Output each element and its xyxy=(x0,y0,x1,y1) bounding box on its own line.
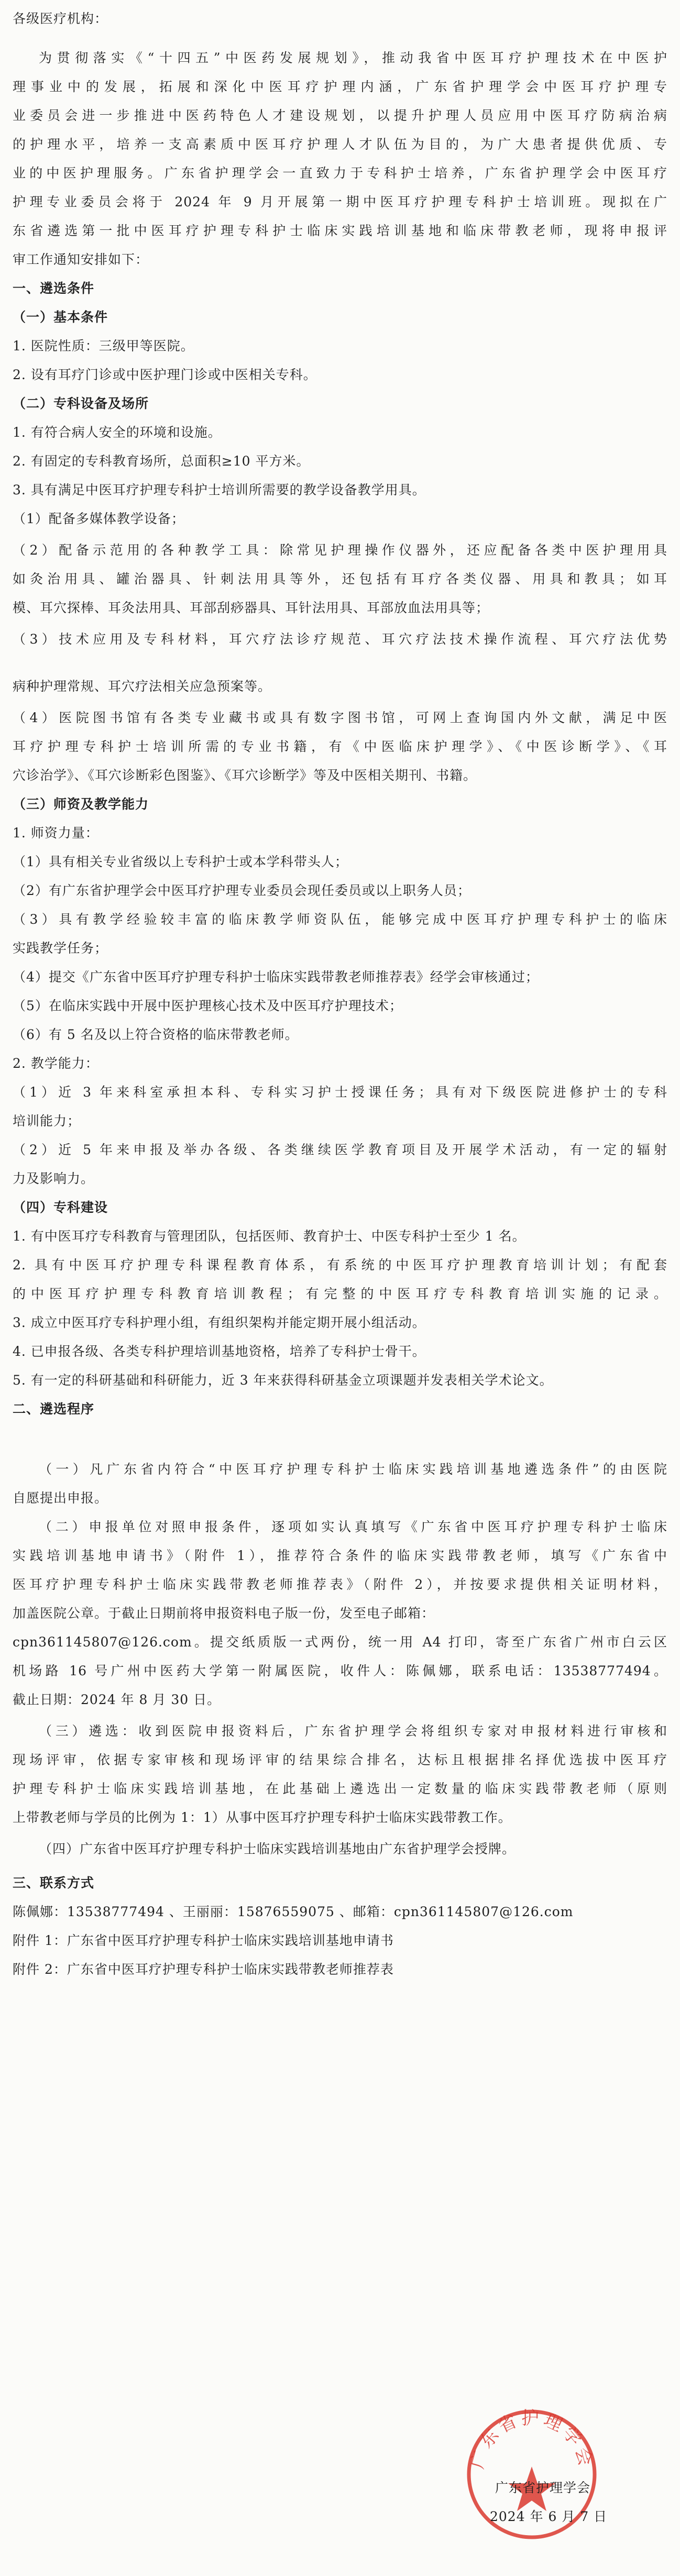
paragraph-line: （一）凡广东省内符合“中医耳疗护理专科护士临床实践培训基地遴选条件”的由医院 xyxy=(39,1462,667,1477)
paragraph-line: （三）遴选：收到医院申报资料后，广东省护理学会将组织专家对申报材料进行审核和 xyxy=(39,1723,667,1739)
list-item: 培训能力； xyxy=(13,1113,81,1129)
attachment-1: 附件 1：广东省中医耳疗护理专科护士临床实践培训基地申请书 xyxy=(13,1933,394,1948)
paragraph-line: 理事业中的发展，拓展和深化中医耳疗护理内涵，广东省护理学会中医耳疗护理专 xyxy=(13,79,667,94)
signature-org: 广东省护理学会 xyxy=(495,2480,591,2495)
attachment-2: 附件 2：广东省中医耳疗护理专科护士临床实践带教老师推荐表 xyxy=(13,1962,394,1977)
list-item: 实践教学任务； xyxy=(13,941,108,956)
list-item: 的中医耳疗护理专科教育培训教程；有完整的中医耳疗专科教育培训实施的记录。 xyxy=(13,1286,667,1301)
list-item: 如灸治用具、罐治器具、针刺法用具等外，还包括有耳疗各类仪器、用具和教具；如耳 xyxy=(13,571,667,587)
paragraph-line: 东省遴选第一批中医耳疗护理专科护士临床实践培训基地和临床带教老师，现将申报评 xyxy=(13,223,667,238)
signature-date: 2024 年 6 月 7 日 xyxy=(490,2509,608,2524)
seal-text: 广东省护理学会 xyxy=(467,2407,597,2471)
paragraph-line: 护理专业委员会将于 2024 年 9 月开展第一期中医耳疗护理专科护士培训班。现拟在广 xyxy=(13,194,667,209)
subsection-heading: （二）专科设备及场所 xyxy=(13,396,149,411)
list-item: 2. 教学能力： xyxy=(13,1056,99,1071)
paragraph-line: 业的中医护理服务。广东省护理学会一直致力于专科护士培养，广东省护理学会中医耳疗 xyxy=(13,165,667,181)
section-heading: 一、遴选条件 xyxy=(13,281,95,296)
list-item: （3）具有教学经验较丰富的临床教学师资队伍，能够完成中医耳疗护理专科护士的临床 xyxy=(13,912,667,927)
list-item: 穴诊治学》、《耳穴诊断彩色图鉴》、《耳穴诊断学》等及中医相关期刊、书籍。 xyxy=(13,768,477,783)
contact-line: 陈佩娜：13538777494 、王丽丽：15876559075 、邮箱：cpn361145807@126.com xyxy=(13,1904,574,1919)
list-item: 力及影响力。 xyxy=(13,1171,95,1186)
paragraph-line: 护理专科护士临床实践培训基地，在此基础上遴选出一定数量的临床实践带教老师（原则 xyxy=(13,1781,667,1796)
list-item: 1. 有中医耳疗专科教育与管理团队，包括医师、教育护士、中医专科护士至少 1 名。 xyxy=(13,1229,526,1244)
list-item: 2. 具有中医耳疗护理专科课程教育体系，有系统的中医耳疗护理教育培训计划；有配套 xyxy=(13,1257,667,1273)
list-item: 5. 有一定的科研基础和科研能力，近 3 年来获得科研基金立项课题并发表相关学术论文。 xyxy=(13,1373,553,1388)
paragraph-line: 为贯彻落实《“十四五”中医药发展规划》，推动我省中医耳疗护理技术在中医护 xyxy=(39,50,667,65)
list-item: 1. 有符合病人安全的环境和设施。 xyxy=(13,425,222,440)
paragraph-line: 自愿提出申报。 xyxy=(13,1490,108,1506)
paragraph-line: 医耳疗护理专科护士临床实践带教老师推荐表》（附件 2），并按要求提供相关证明材料， xyxy=(13,1577,667,1592)
list-item: 4. 已申报各级、各类专科护理培训基地资格，培养了专科护士骨干。 xyxy=(13,1344,426,1359)
list-item: 病种护理常规、耳穴疗法相关应急预案等。 xyxy=(13,679,272,694)
subsection-heading: （四）专科建设 xyxy=(13,1200,108,1215)
section-heading: 二、遴选程序 xyxy=(13,1401,95,1417)
list-item: （1）近 3 年来科室承担本科、专科实习护士授课任务；具有对下级医院进修护士的专科 xyxy=(13,1085,667,1100)
list-item: 1. 医院性质：三级甲等医院。 xyxy=(13,338,194,353)
list-item: （4）医院图书馆有各类专业藏书或具有数字图书馆，可网上查询国内外文献，满足中医 xyxy=(13,710,667,725)
list-item: 3. 具有满足中医耳疗护理专科护士培训所需要的教学设备教学用具。 xyxy=(13,482,426,497)
svg-text:广东省护理学会 xyxy=(467,2408,597,2471)
paragraph-line: 审工作通知安排如下： xyxy=(13,252,149,267)
paragraph-line: 现场评审，依据专家审核和现场评审的结果综合排名，达标且根据排名择优选拔中医耳疗 xyxy=(13,1752,667,1767)
list-item: 2. 有固定的专科教育场所，总面积≥10 平方米。 xyxy=(13,454,310,469)
paragraph-line: cpn361145807@126.com。提交纸质版一式两份，统一用 A4 打印，寄至广东省广州市白云区 xyxy=(13,1634,667,1650)
list-item: 耳疗护理专科护士培训所需的专业书籍，有《中医临床护理学》、《中医诊断学》、《耳 xyxy=(13,739,667,754)
list-item: （6）有 5 名及以上符合资格的临床带教老师。 xyxy=(13,1027,299,1042)
paragraph-line: 加盖医院公章。于截止日期前将申报资料电子版一份，发至电子邮箱： xyxy=(13,1606,435,1621)
paragraph-line: 实践培训基地申请书》（附件 1），推荐符合条件的临床实践带教老师，填写《广东省中 xyxy=(13,1548,667,1563)
list-item: （4）提交《广东省中医耳疗护理专科护士临床实践带教老师推荐表》经学会审核通过； xyxy=(13,969,539,985)
list-item: （1）具有相关专业省级以上专科护士或本学科带头人； xyxy=(13,854,348,869)
list-item: （2）有广东省护理学会中医耳疗护理专业委员会现任委员或以上职务人员； xyxy=(13,883,471,898)
list-item: 2. 设有耳疗门诊或中医护理门诊或中医相关专科。 xyxy=(13,367,317,382)
paragraph-line: 业委员会进一步推进中医药特色人才建设规划，以提升护理人员应用中医耳疗防病治病 xyxy=(13,108,667,123)
subsection-heading: （三）师资及教学能力 xyxy=(13,797,149,812)
list-item: 1. 师资力量： xyxy=(13,825,99,841)
list-item: （5）在临床实践中开展中医护理核心技术及中医耳疗护理技术； xyxy=(13,998,403,1013)
list-item: 3. 成立中医耳疗专科护理小组，有组织架构并能定期开展小组活动。 xyxy=(13,1315,426,1330)
paragraph-line: 上带教老师与学员的比例为 1：1）从事中医耳疗护理专科护士临床实践带教工作。 xyxy=(13,1810,512,1825)
deadline: 截止日期：2024 年 8 月 30 日。 xyxy=(13,1692,221,1707)
list-item: （1）配备多媒体教学设备； xyxy=(13,511,185,526)
paragraph-line: （二）申报单位对照申报条件，逐项如实认真填写《广东省中医耳疗护理专科护士临床 xyxy=(39,1519,667,1534)
paragraph-line: （四）广东省中医耳疗护理专科护士临床实践培训基地由广东省护理学会授牌。 xyxy=(39,1841,516,1856)
salutation: 各级医疗机构： xyxy=(13,11,108,26)
paragraph-line: 机场路 16 号广州中医药大学第一附属医院，收件人：陈佩娜，联系电话：13538777494。 xyxy=(13,1663,667,1678)
list-item: （2）配备示范用的各种教学工具：除常见护理操作仪器外，还应配备各类中医护理用具 xyxy=(13,543,667,558)
list-item: （2）近 5 年来申报及举办各级、各类继续医学教育项目及开展学术活动，有一定的辐射 xyxy=(13,1142,667,1157)
section-heading: 三、联系方式 xyxy=(13,1875,95,1890)
subsection-heading: （一）基本条件 xyxy=(13,309,108,325)
paragraph-line: 的护理水平，培养一支高素质中医耳疗护理人才队伍为目的，为广大患者提供优质、专 xyxy=(13,137,667,152)
list-item: （3）技术应用及专科材料，耳穴疗法诊疗规范、耳穴疗法技术操作流程、耳穴疗法优势 xyxy=(13,632,667,647)
list-item: 模、耳穴探棒、耳灸法用具、耳部刮痧器具、耳针法用具、耳部放血法用具等； xyxy=(13,600,490,615)
